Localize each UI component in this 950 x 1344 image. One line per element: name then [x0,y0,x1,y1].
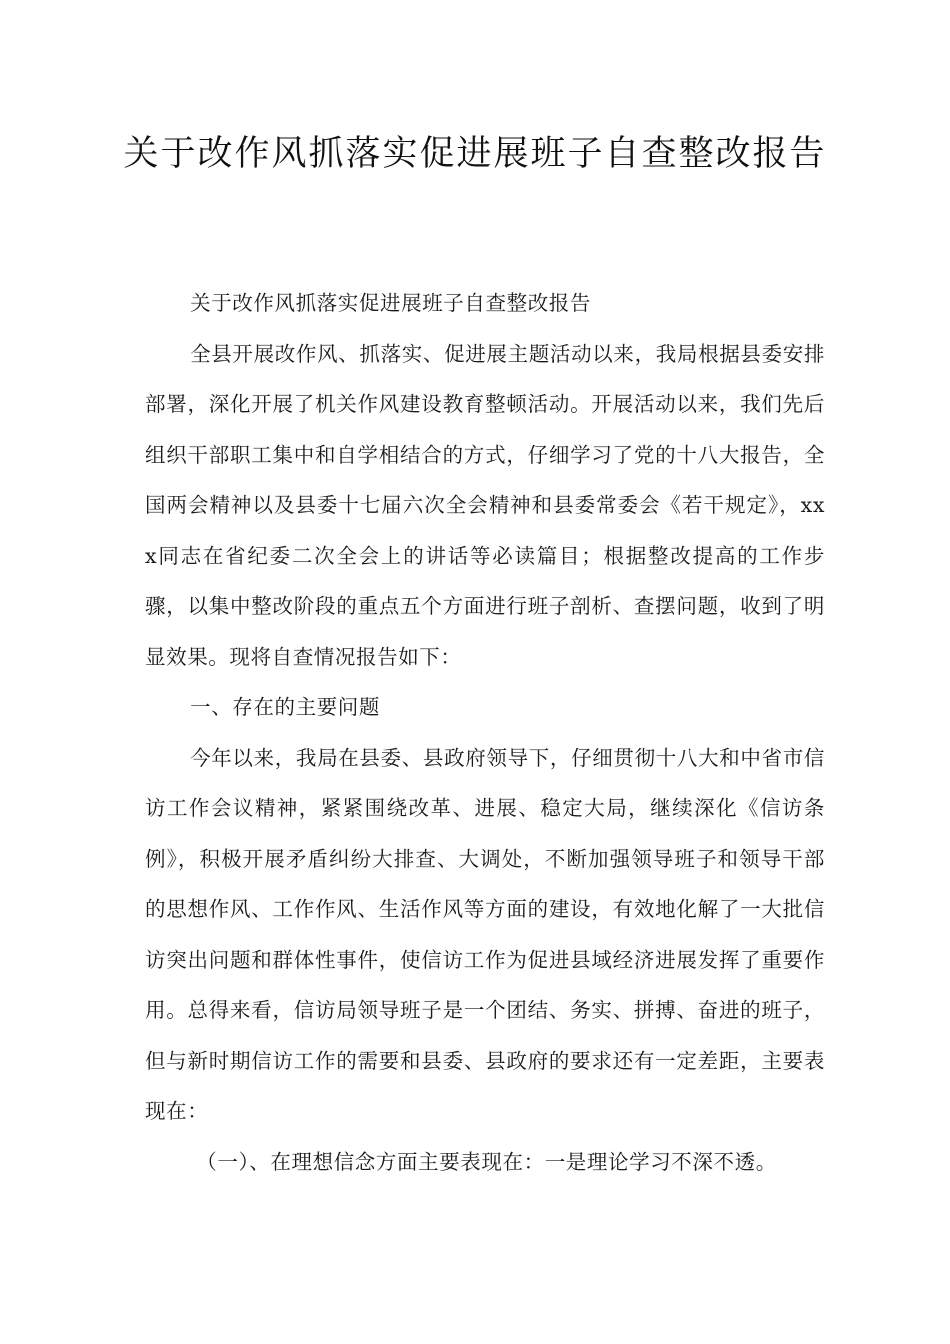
paragraph-intro: 全县开展改作风、抓落实、促进展主题活动以来，我局根据县委安排部署，深化开展了机关作风建设教育整顿活动。开展活动以来，我们先后组织干部职工集中和自学相结合的方式，仔细学习了党的十八大报告，全国两会精神以及县委十七届六次全会精神和县委常委会《若干规定》，xxx同志在省纪委二次全会上的讲话等必读篇目；根据整改提高的工作步骤，以集中整改阶段的重点五个方面进行班子剖析、查摆问题，收到了明显效果。现将自查情况报告如下： [145,341,825,669]
paragraph-ideals-beliefs: （一）、在理想信念方面主要表现在：一是理论学习不深不透。 [196,1149,777,1174]
document-subtitle: 关于改作风抓落实促进展班子自查整改报告 [190,291,591,315]
document-body [145,278,825,1187]
section-heading-main-problems: 一、存在的主要问题 [190,695,380,719]
paragraph-overview: 今年以来，我局在县委、县政府领导下，仔细贯彻十八大和中省市信访工作会议精神，紧紧围绕改革、进展、稳定大局，继续深化《信访条例》，积极开展矛盾纠纷大排查、大调处，不断加强领导班子和领导干部的思想作风、工作作风、生活作风等方面的建设，有效地化解了一大批信访突出问题和群体性事件，使信访工作为促进县域经济进展发挥了重要作用。总得来看，信访局领导班子是一个团结、务实、拼搏、奋进的班子，但与新时期信访工作的需要和县委、县政府的要求还有一定差距，主要表现在： [145,745,825,1123]
document-title: 关于改作风抓落实促进展班子自查整改报告 [123,134,827,174]
